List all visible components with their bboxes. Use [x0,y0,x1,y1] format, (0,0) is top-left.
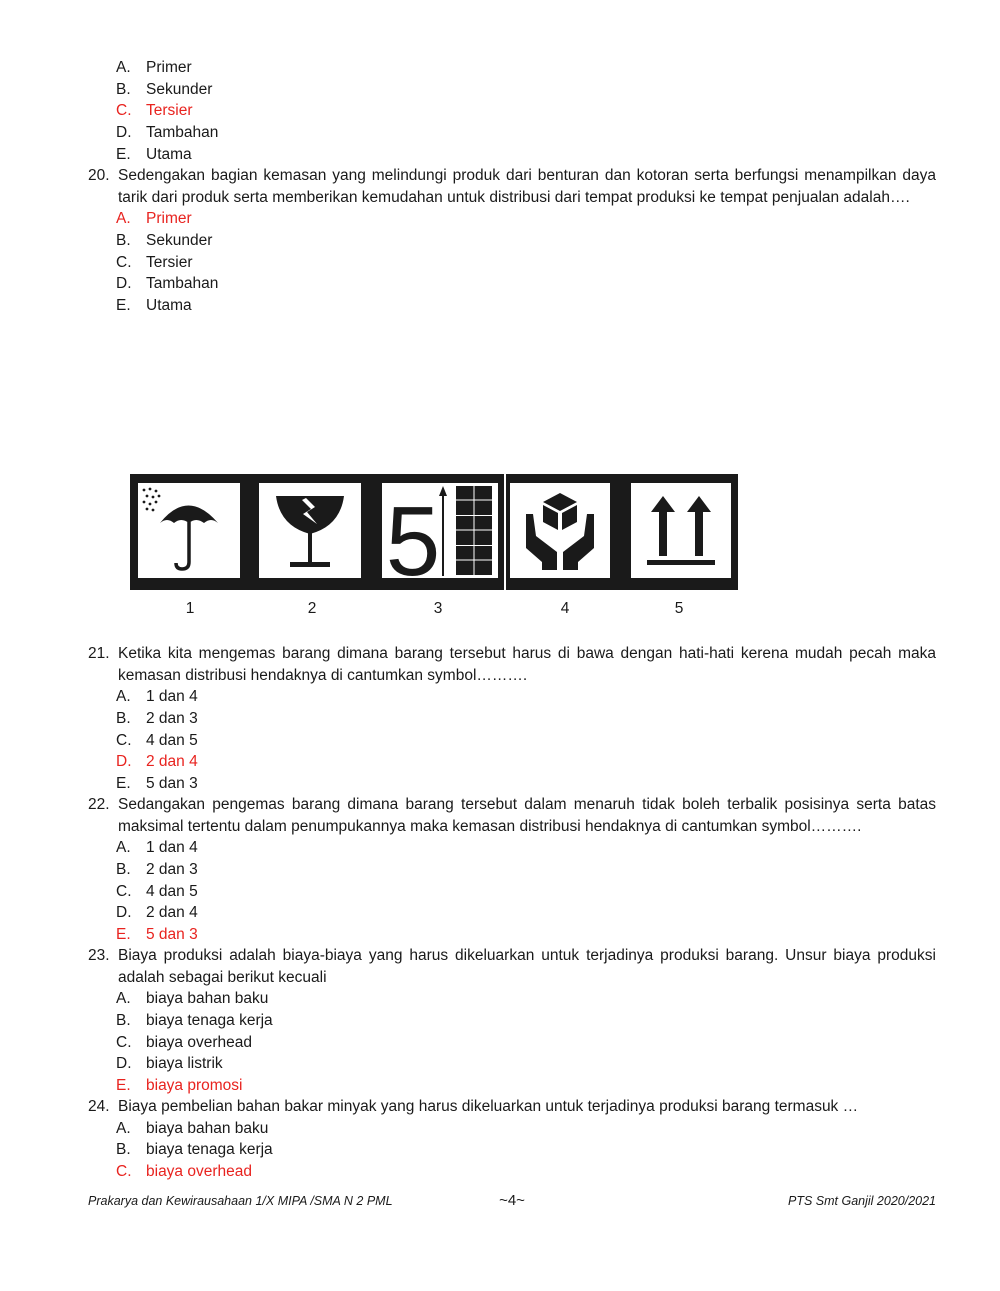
option-text: Sekunder [146,232,213,250]
question-text: Sedangakan pengemas barang dimana barang tersebut dalam menaruh tidak boleh terbalik posisinya serta batas maksimal tertentu dalam penumpukannya maka kemasan distribusi hendaknya di cantumkan symbol………. [118,796,936,835]
option-text: 1 dan 4 [146,839,198,857]
question-23 [88,945,936,1097]
option[interactable] [88,1032,936,1054]
option-letter: A. [116,59,131,76]
footer-subject: Prakarya dan Kewirausahaan 1/X MIPA /SMA N 2 PML [88,1194,393,1208]
option-text: biaya listrik [146,1055,223,1073]
question-text-block [88,1096,936,1118]
option-letter: E. [116,1077,131,1095]
option[interactable] [88,988,936,1010]
option[interactable] [88,57,936,79]
option-letter: C. [116,253,132,271]
option-text: 1 dan 4 [146,688,198,706]
option[interactable] [88,1139,936,1161]
option[interactable] [88,881,936,903]
option-text: 4 dan 5 [146,882,198,900]
option-letter: C. [116,1163,132,1181]
question-text-block [88,165,936,208]
option-letter: E. [116,145,131,163]
option[interactable] [88,902,936,924]
option[interactable] [88,1161,936,1183]
option-letter: A. [116,1119,131,1137]
symbol-label: 2 [307,600,317,617]
option[interactable] [88,100,936,122]
fragile-glass-icon [259,483,361,578]
option-letter: B. [116,1012,131,1030]
option-letter: C. [116,1033,132,1051]
option-letter: D. [116,124,132,142]
option[interactable] [88,79,936,101]
question-number: 22. [88,796,110,813]
option-letter: C. [116,882,132,900]
option-letter: C. [116,102,132,120]
option-letter: B. [116,1141,131,1159]
option-text: Tambahan [146,124,219,142]
option[interactable] [88,859,936,881]
option-text: 2 dan 3 [146,861,198,879]
question-text: Ketika kita mengemas barang dimana barang tersebut harus di bawa dengan hati-hati kerena mudah pecah maka kemasan distribusi hendaknya di cantumkan symbol………. [118,645,936,684]
question-22 [88,794,936,946]
option-text: biaya tenaga kerja [146,1141,273,1159]
option-text: 2 dan 4 [146,753,198,771]
option[interactable] [88,208,936,230]
option-text: biaya overhead [146,1033,252,1051]
option-letter: B. [116,80,131,98]
option-letter: A. [116,688,131,706]
option-text: 5 dan 3 [146,926,198,944]
option[interactable] [88,1075,936,1097]
option-text: Utama [146,145,192,163]
symbol-label: 1 [185,600,195,617]
option-text: 4 dan 5 [146,731,198,749]
option-text: Tersier [146,102,193,120]
option[interactable] [88,924,936,946]
stack-limit-digit: 5 [385,486,441,590]
option-letter: E. [116,775,131,793]
question-text: Biaya produksi adalah biaya-biaya yang harus dikeluarkan untuk terjadinya produksi barang. Unsur biaya produksi adalah sebagai berikut kecuali [118,947,936,986]
option-letter: D. [116,904,132,922]
footer-exam-title: PTS Smt Ganjil 2020/2021 [788,1194,936,1208]
question-number: 20. [88,167,110,184]
stacking-limit-icon [382,483,498,590]
handle-with-care-icon [510,483,610,578]
option[interactable] [88,122,936,144]
option-text: Tersier [146,253,193,271]
option[interactable] [88,252,936,274]
option-text: 2 dan 4 [146,904,198,922]
this-way-up-icon [631,483,731,578]
option-text: biaya promosi [146,1077,243,1095]
symbols-divider [504,474,506,590]
keep-dry-umbrella-icon [138,483,240,578]
option-text: Primer [146,210,192,228]
option-letter: B. [116,861,131,879]
option-text: Utama [146,297,192,315]
option-text: Sekunder [146,80,213,98]
option-text: Primer [146,59,192,76]
option-letter: B. [116,232,131,250]
option-letter: D. [116,1055,132,1073]
option[interactable] [88,273,936,295]
option[interactable] [88,1053,936,1075]
option-letter: D. [116,753,132,771]
symbol-label: 5 [674,600,684,617]
question-21 [88,643,936,795]
option[interactable] [88,686,936,708]
question-19-options [88,57,936,165]
option[interactable] [88,1118,936,1140]
question-text: Sedengakan bagian kemasan yang melindungi produk dari benturan dan kotoran serta berfungsi menampilkan daya tarik dari produk serta memberikan kemudahan untuk distribusi dari tempat produksi ke tempat penjualan adalah…. [118,167,936,206]
option-text: biaya bahan baku [146,990,269,1008]
option-text: biaya tenaga kerja [146,1012,273,1030]
symbol-label: 4 [560,600,570,617]
option[interactable] [88,837,936,859]
option-letter: A. [116,210,131,228]
question-24 [88,1096,936,1183]
option-text: biaya bahan baku [146,1119,269,1137]
option[interactable] [88,751,936,773]
question-text: Biaya pembelian bahan bakar minyak yang harus dikeluarkan untuk terjadinya produksi barang termasuk … [118,1098,859,1115]
page-number: ~4~ [499,1192,525,1209]
option-text: biaya overhead [146,1163,252,1181]
option[interactable] [88,773,936,795]
packaging-symbols-strip [130,474,738,590]
question-number: 24. [88,1098,110,1115]
option-letter: B. [116,710,131,728]
option[interactable] [88,230,936,252]
option-letter: D. [116,275,132,293]
option[interactable] [88,295,936,317]
question-number: 23. [88,947,110,964]
option-text: Tambahan [146,275,219,293]
option-letter: E. [116,926,131,944]
option[interactable] [88,144,936,166]
question-text-block [88,945,936,988]
question-text-block [88,643,936,686]
option-letter: A. [116,990,131,1008]
option[interactable] [88,730,936,752]
option-letter: C. [116,731,132,749]
option[interactable] [88,1010,936,1032]
option[interactable] [88,708,936,730]
question-text-block [88,794,936,837]
option-text: 5 dan 3 [146,775,198,793]
option-text: 2 dan 3 [146,710,198,728]
question-number: 21. [88,645,110,662]
option-letter: A. [116,839,131,857]
option-letter: E. [116,297,131,315]
question-20 [88,165,936,317]
symbol-label: 3 [433,600,443,617]
